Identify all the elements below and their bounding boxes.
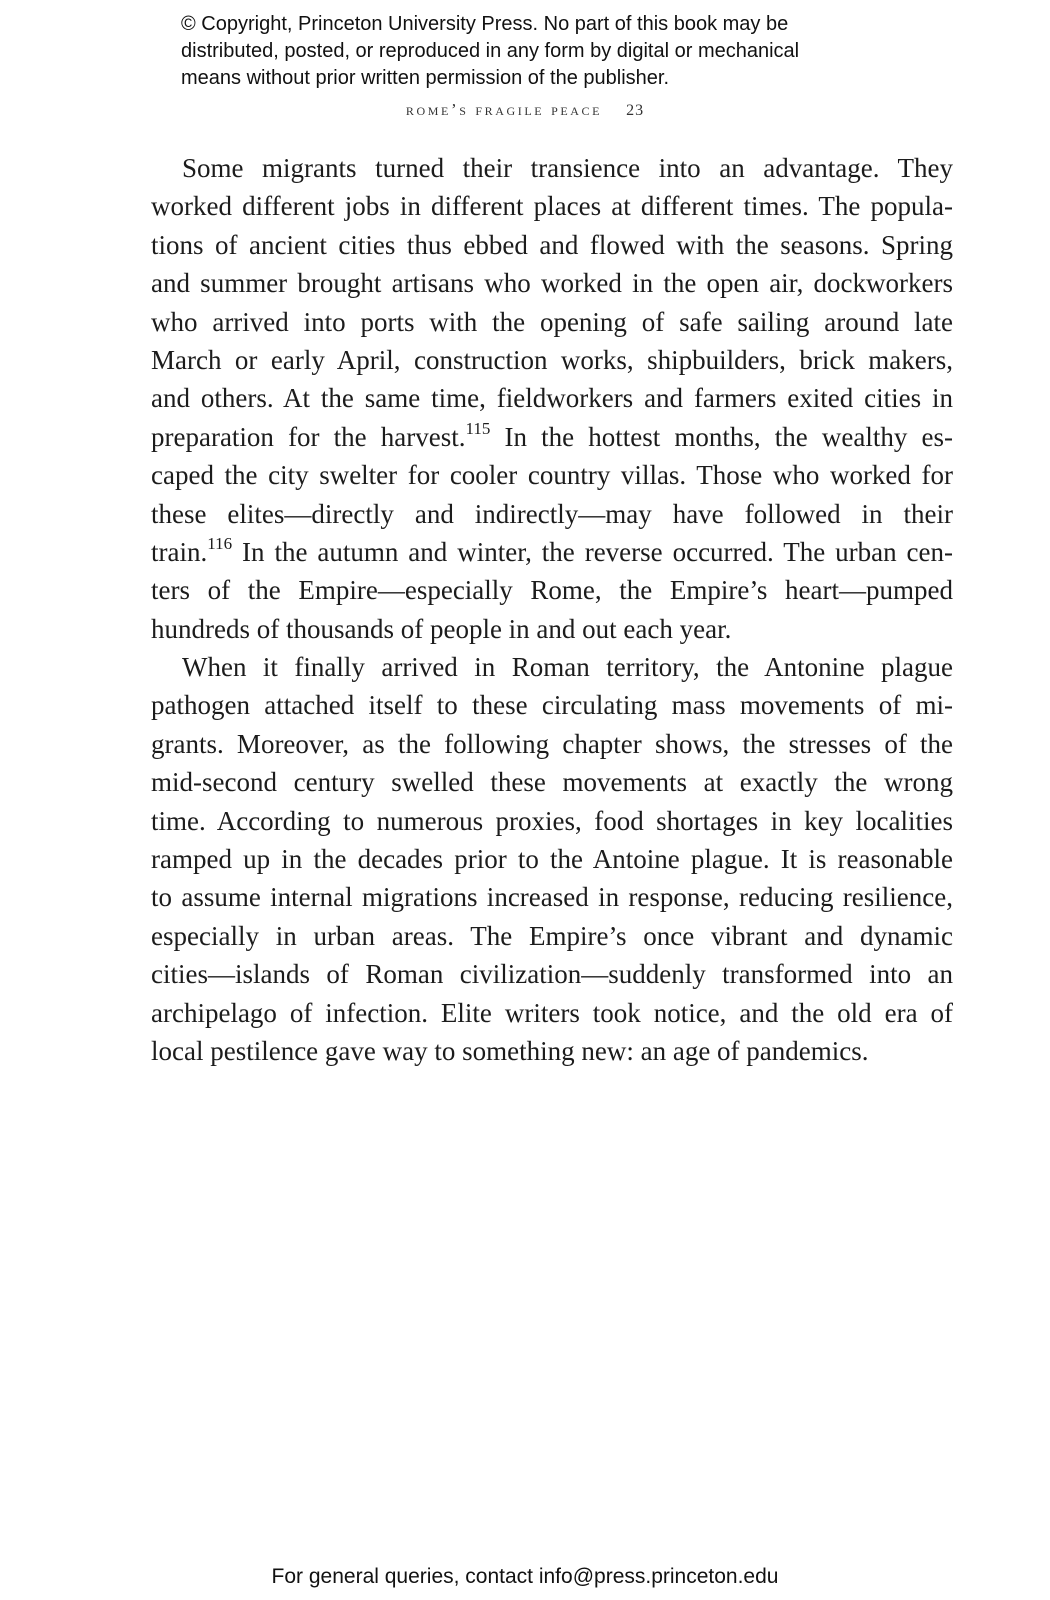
text-line: especially in urban areas. The Empire’s once vibrant and dynamic bbox=[151, 920, 953, 951]
text-line: ters of the Empire—especially Rome, the Empire’s heart—pumped bbox=[151, 575, 953, 606]
text-segment: In the hottest months, the wealthy es- bbox=[490, 421, 954, 452]
footer-contact: For general queries, contact info@press.princeton.edu bbox=[271, 1565, 779, 1588]
text-line: grants. Moreover, as the following chapter shows, the stresses of the bbox=[151, 728, 953, 759]
text-line: cities—islands of Roman civilization—suddenly transformed into an bbox=[151, 959, 953, 990]
text-line: When it finally arrived in Roman territory, the Antonine plague bbox=[182, 652, 953, 683]
text-line: ramped up in the decades prior to the Antoine plague. It is reasonable bbox=[151, 844, 953, 875]
copyright-line: means without prior written permission of the publisher. bbox=[181, 67, 670, 89]
running-head bbox=[0, 100, 1050, 120]
text-segment: In the autumn and winter, the reverse occurred. The urban cen- bbox=[232, 536, 953, 567]
text-line: time. According to numerous proxies, food shortages in key localities bbox=[151, 805, 953, 836]
page-number: 23 bbox=[626, 102, 645, 119]
text-line: pathogen attached itself to these circulating mass movements of mi- bbox=[151, 690, 953, 721]
text-line: mid-second century swelled these movements at exactly the wrong bbox=[151, 767, 953, 798]
footnote-ref-115: 115 bbox=[465, 418, 491, 438]
copyright-line: © Copyright, Princeton University Press. No part of this book may be bbox=[181, 13, 789, 35]
copyright-notice bbox=[181, 11, 901, 92]
body-text bbox=[151, 149, 953, 1070]
text-line: who arrived into ports with the opening of safe sailing around late bbox=[151, 306, 953, 337]
text-line: caped the city swelter for cooler country villas. Those who worked for bbox=[151, 460, 953, 491]
text-line: worked different jobs in different places at different times. The popula- bbox=[151, 191, 953, 222]
text-line: Some migrants turned their transience into an advantage. They bbox=[182, 153, 953, 183]
text-line: and summer brought artisans who worked in the open air, dockworkers bbox=[151, 268, 953, 299]
text-line: hundreds of thousands of people in and out each year. bbox=[151, 613, 732, 644]
text-line: to assume internal migrations increased in response, reducing resilience, bbox=[151, 882, 953, 913]
paragraph bbox=[151, 149, 953, 648]
text-line: local pestilence gave way to something new: an age of pandemics. bbox=[151, 1035, 869, 1066]
paragraph bbox=[151, 648, 953, 1070]
text-segment: train. bbox=[151, 536, 208, 567]
text-line bbox=[151, 418, 953, 456]
text-line: these elites—directly and indirectly—may have followed in their bbox=[151, 498, 953, 529]
text-line bbox=[151, 533, 953, 571]
copyright-line: distributed, posted, or reproduced in any form by digital or mechanical bbox=[181, 40, 800, 62]
text-line: and others. At the same time, fieldworkers and farmers exited cities in bbox=[151, 383, 953, 414]
text-segment: preparation for the harvest. bbox=[151, 421, 466, 452]
running-head-title: rome’s fragile peace bbox=[405, 100, 603, 119]
text-line: archipelago of infection. Elite writers took notice, and the old era of bbox=[151, 997, 953, 1028]
text-line: March or early April, construction works, shipbuilders, brick makers, bbox=[151, 344, 953, 375]
footnote-ref-116: 116 bbox=[207, 533, 233, 553]
text-line: tions of ancient cities thus ebbed and flowed with the seasons. Spring bbox=[151, 229, 953, 260]
